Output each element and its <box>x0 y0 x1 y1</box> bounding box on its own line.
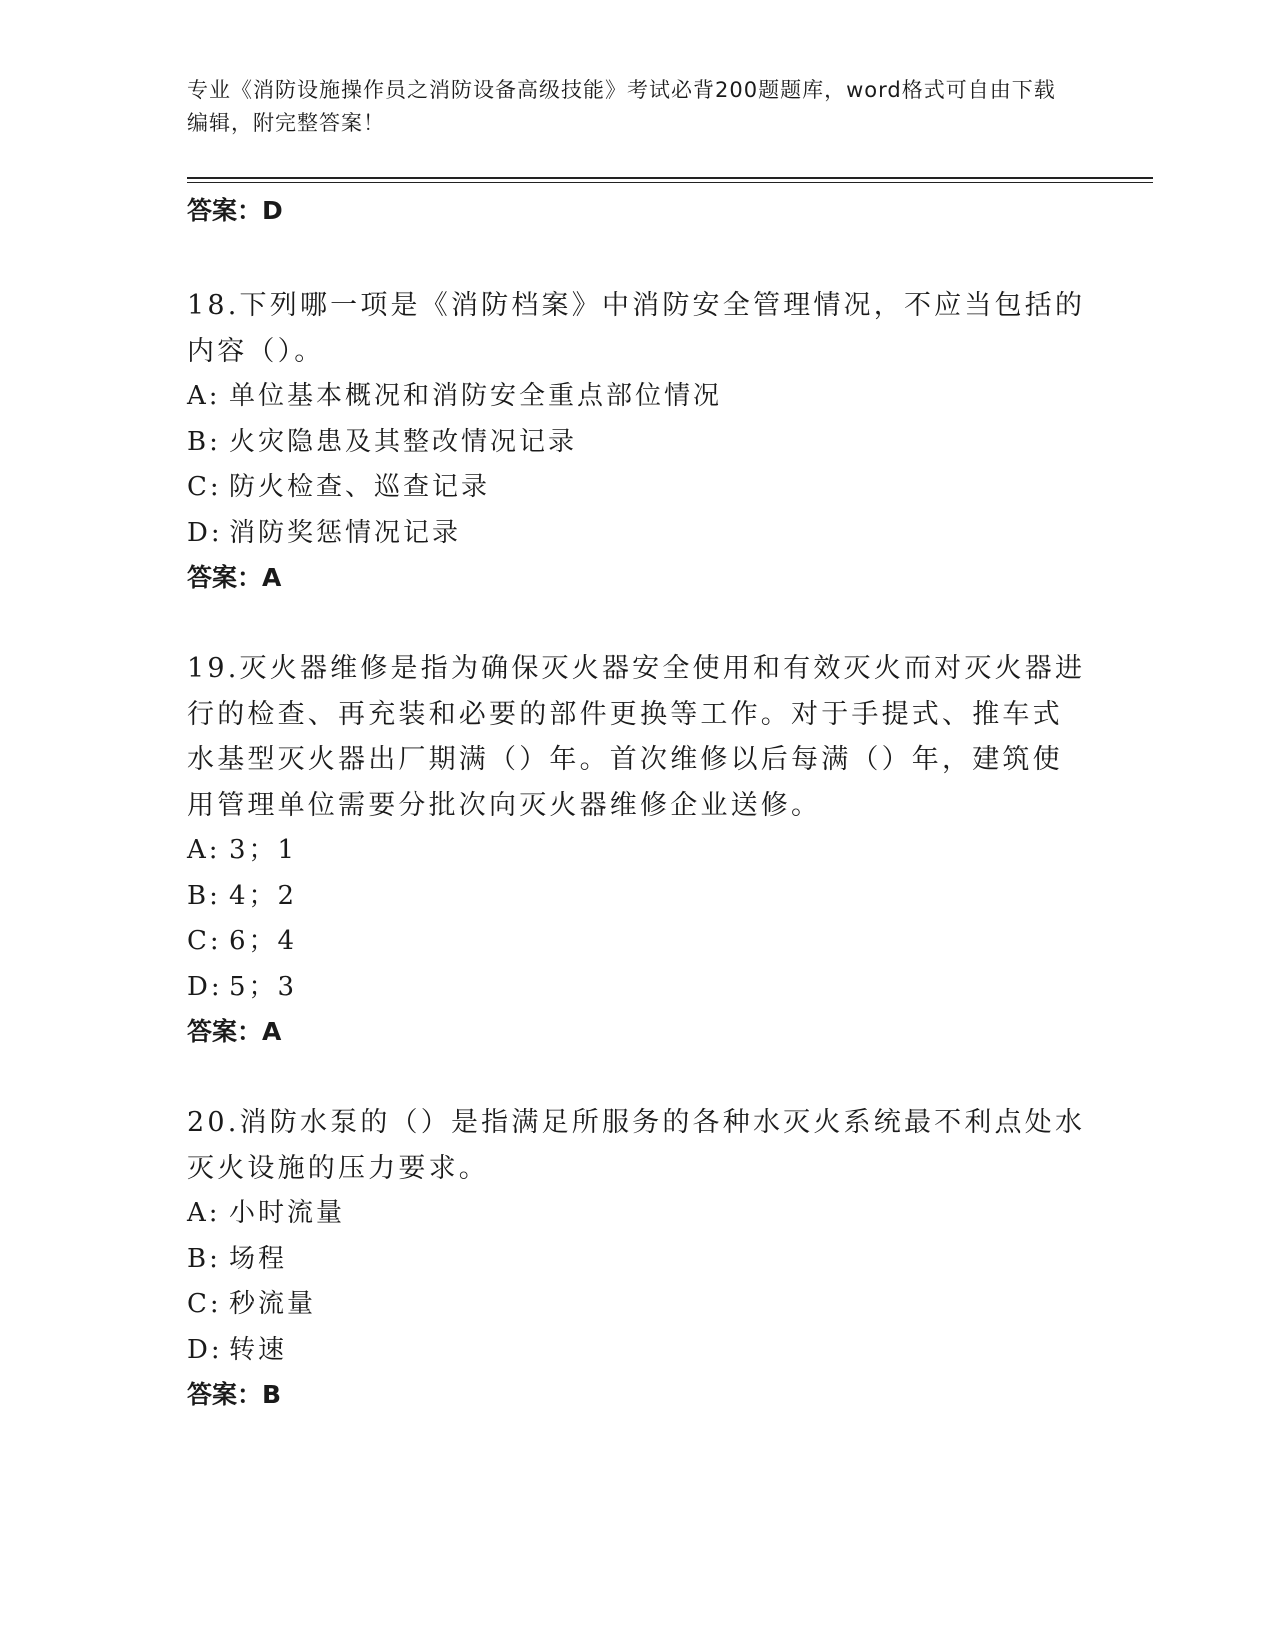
option-text: 转速 <box>229 1334 288 1365</box>
option-c <box>187 465 1087 511</box>
option-text: 消防奖惩情况记录 <box>229 517 462 548</box>
header-divider-thin <box>187 182 1153 183</box>
question-18 <box>187 283 1087 600</box>
question-19 <box>187 646 1087 1054</box>
option-d <box>187 965 1087 1011</box>
header-divider-thick <box>187 177 1153 179</box>
option-text: 火灾隐患及其整改情况记录 <box>229 426 578 457</box>
option-a <box>187 828 1087 874</box>
option-d <box>187 511 1087 557</box>
question-answer: 答案：A <box>187 1017 282 1046</box>
option-c <box>187 919 1087 965</box>
option-text: 5；3 <box>229 971 298 1002</box>
question-answer: 答案：A <box>187 563 282 592</box>
option-text: 4；2 <box>229 880 298 911</box>
question-text: 18.下列哪一项是《消防档案》中消防安全管理情况，不应当包括的内容（）。 <box>187 290 1086 367</box>
option-a <box>187 374 1087 420</box>
option-b <box>187 420 1087 466</box>
question-text: 20.消防水泵的（）是指满足所服务的各种水灭火系统最不利点处水灭火设施的压力要求。 <box>187 1107 1086 1184</box>
question-answer: 答案：B <box>187 1380 282 1409</box>
option-text: 场程 <box>229 1243 288 1274</box>
option-b <box>187 874 1087 920</box>
option-letter: A: <box>187 1198 221 1228</box>
option-letter: C: <box>187 926 222 956</box>
option-letter: D: <box>187 517 223 548</box>
previous-question-answer: 答案：D <box>187 196 283 225</box>
option-letter: C: <box>187 472 222 502</box>
document-body <box>187 191 1087 1417</box>
option-b <box>187 1237 1087 1283</box>
option-a <box>187 1191 1087 1237</box>
option-text: 秒流量 <box>229 1289 317 1319</box>
option-letter: B: <box>187 426 221 457</box>
document-header: 专业《消防设施操作员之消防设备高级技能》考试必背200题题库，word格式可自由下载编辑，附完整答案！ <box>187 78 1056 135</box>
option-c <box>187 1282 1087 1328</box>
option-letter: C: <box>187 1289 222 1319</box>
option-letter: A: <box>187 381 221 411</box>
option-text: 6；4 <box>229 926 298 956</box>
question-20 <box>187 1100 1087 1417</box>
option-letter: B: <box>187 880 221 911</box>
question-text: 19.灭火器维修是指为确保灭火器安全使用和有效灭火而对灭火器进行的检查、再充装和必要的部件更换等工作。对于手提式、推车式水基型灭火器出厂期满（）年。首次维修以后每满（）年，建筑使用管理单位需要分批次向灭火器维修企业送修。 <box>187 653 1086 821</box>
option-text: 3；1 <box>229 835 298 865</box>
option-d <box>187 1328 1087 1374</box>
option-letter: A: <box>187 835 221 865</box>
option-text: 单位基本概况和消防安全重点部位情况 <box>229 381 723 411</box>
option-letter: D: <box>187 1334 223 1365</box>
option-letter: B: <box>187 1243 221 1274</box>
option-text: 防火检查、巡查记录 <box>229 472 491 502</box>
option-text: 小时流量 <box>229 1198 346 1228</box>
option-letter: D: <box>187 971 223 1002</box>
